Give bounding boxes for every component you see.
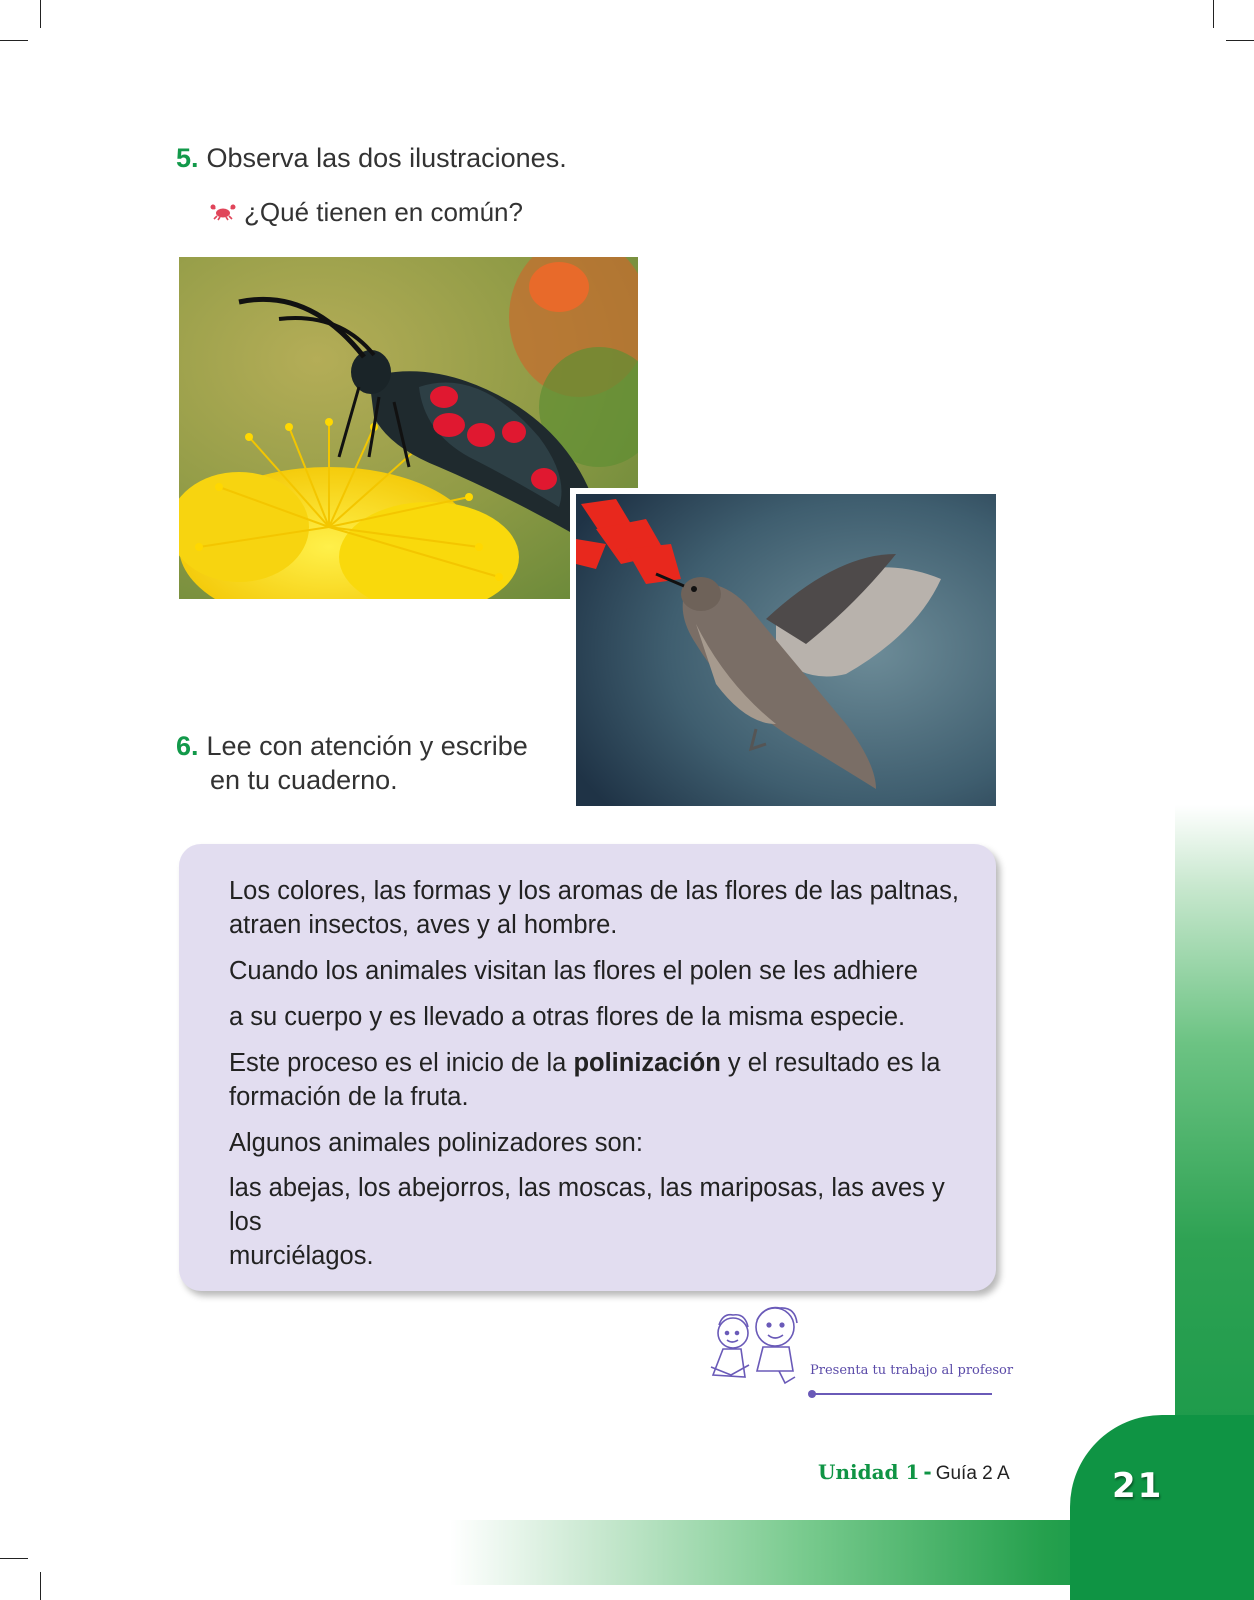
crop-mark [0,1558,28,1559]
info-paragraph-1 [229,874,964,942]
question-number: 6. [176,731,199,761]
crop-mark [40,0,41,28]
question-5 [176,143,567,174]
info-paragraph-6 [229,1171,964,1273]
footer-label [818,1460,1010,1485]
unit-label: Unidad 1 [818,1460,920,1484]
info-text: Los colores, las formas y los aromas de las flores de las paltnas, [229,877,959,905]
info-text: atraen insectos, aves y al hombre. [229,911,618,939]
present-work-badge: Presenta tu trabajo al profesor [810,1363,1014,1378]
info-paragraph-4 [229,1046,964,1114]
info-box [179,844,996,1291]
question-6-line2: en tu cuaderno. [210,765,398,795]
info-text: formación de la fruta. [229,1083,469,1111]
crop-mark [1226,40,1254,41]
info-text: murciélagos. [229,1242,374,1270]
question-5-sub [210,197,523,228]
question-text: Observa las dos ilustraciones. [206,143,567,173]
badge-underline [812,1393,992,1395]
info-text: Este proceso es el inicio de la [229,1049,574,1077]
guide-label: Guía 2 A [935,1463,1010,1484]
footer-separator: - [923,1460,932,1484]
page-number-tab [1070,1415,1254,1600]
info-paragraph-2: Cuando los animales visitan las flores el polen se les adhiere [229,957,918,985]
info-paragraph-3: a su cuerpo y es llevado a otras flores de la misma especie. [229,1003,906,1031]
info-text: las abejas, los abejorros, las moscas, las mariposas, las aves y los [229,1174,945,1236]
question-6 [176,731,528,762]
page-number: 21 [1112,1466,1164,1506]
question-sub-text: ¿Qué tienen en común? [244,197,523,227]
crab-icon [210,197,236,228]
info-paragraph-5: Algunos animales polinizadores son: [229,1129,643,1157]
crop-mark [1213,0,1214,28]
question-number: 5. [176,143,199,173]
kids-illustration [705,1305,815,1389]
crop-mark [0,40,28,41]
hummingbird-photo [570,488,996,806]
keyword-polinizacion: polinización [573,1049,721,1077]
question-text-line1: Lee con atención y escribe [206,731,528,761]
crop-mark [40,1572,41,1600]
info-text: y el resultado es la [720,1049,941,1077]
bottom-green-strip [450,1520,1150,1585]
